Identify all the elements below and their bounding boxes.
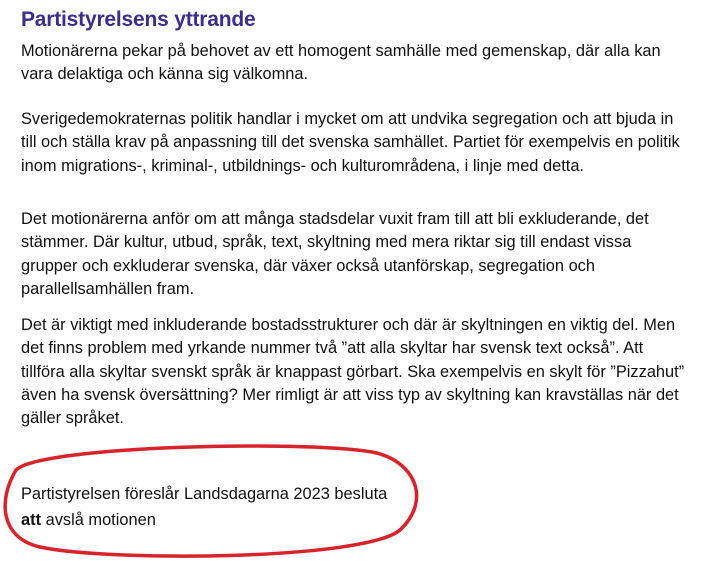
decision-block [21,481,387,533]
decision-att-text: avslå motionen [41,511,156,529]
decision-att-keyword: att [21,511,42,529]
decision-motion [21,507,387,533]
decision-intro: Partistyrelsen föreslår Landsdagarna 2023 besluta [21,485,388,503]
paragraph-2: Sverigedemokraternas politik handlar i mycket om att undvika segregation och att bjuda in till och ställa krav på anpassning till det svenska samhället. Partiet för exempelvis en politik inom migrations-, kriminal-, utbildnings- och kulturområdena, i linje med detta. [21,110,680,175]
paragraph-1: Motionärerna pekar på behovet av ett homogent samhälle med gemenskap, där alla kan vara delaktiga och känna sig välkomna. [21,42,661,84]
paragraph-3: Det motionärerna anför om att många stadsdelar vuxit fram till att bli exkluderande, det stämmer. Där kultur, utbud, språk, text, skyltning med mera riktar sig till endast vissa grupper och exkluderar svenska, där växer också utanförskap, segregation och parallellsamhällen fram. [21,210,649,298]
paragraph-4: Det är viktigt med inkluderande bostadsstrukturer och där är skyltningen en viktig del. Men det finns problem med yrkande nummer två ”att alla skyltar har svensk text också”. Att tillföra alla skyltar svenskt språk är knappast görbart. Ska exempelvis en skylt för ”Pizzahut” även ha svensk översättning? Mer rimligt är att viss typ av skyltning kan kravställas när det gäller språket. [21,316,685,428]
section-heading: Partistyrelsens yttrande [21,8,256,31]
